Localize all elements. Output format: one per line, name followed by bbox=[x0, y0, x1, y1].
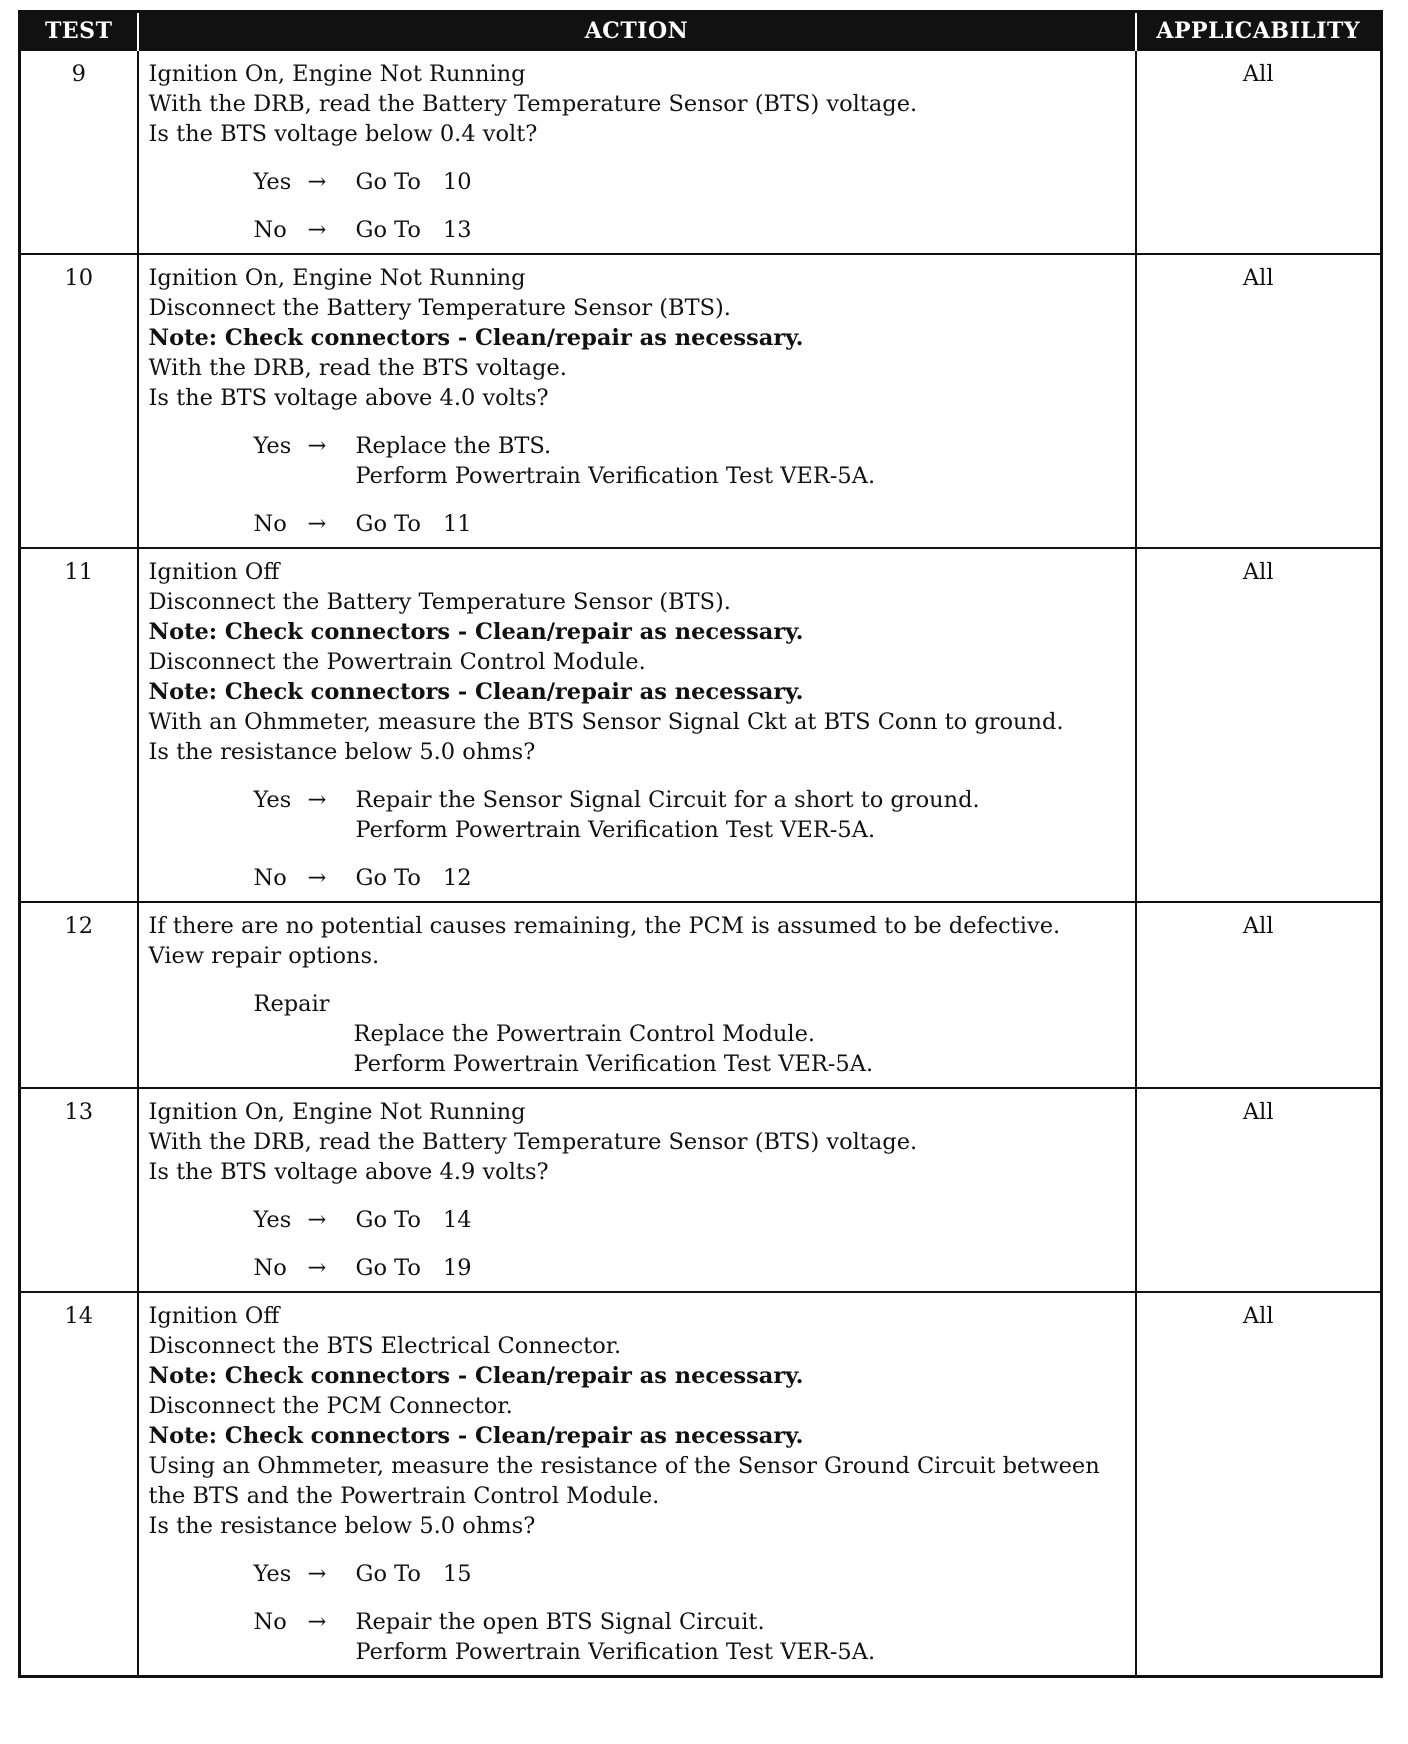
action-cell bbox=[138, 1088, 1136, 1292]
goto-instruction bbox=[356, 1205, 1125, 1235]
action-line: Is the BTS voltage below 0.4 volt? bbox=[148, 121, 538, 147]
note-line: Note: Check connectors - Clean/repair as necessary. bbox=[148, 1423, 804, 1449]
answer-list bbox=[149, 1205, 1125, 1283]
answer-no bbox=[254, 215, 1125, 245]
goto-label: Go To bbox=[355, 1207, 421, 1233]
action-line: Is the resistance below 5.0 ohms? bbox=[148, 1513, 536, 1539]
action-line: Disconnect the BTS Electrical Connector. bbox=[148, 1333, 622, 1359]
answer-text: Replace the BTS. bbox=[355, 433, 552, 459]
answer-label: Yes bbox=[253, 1561, 292, 1587]
answer-body bbox=[356, 431, 1125, 491]
action-line: If there are no potential causes remaining, the PCM is assumed to be defective. bbox=[148, 913, 1061, 939]
answer-label: No bbox=[253, 865, 287, 891]
goto-test-number: 10 bbox=[442, 169, 472, 195]
test-number: 9 bbox=[20, 50, 138, 254]
table-row bbox=[20, 902, 1382, 1088]
answer-yes bbox=[254, 785, 1125, 845]
arrow-icon: → bbox=[307, 1609, 327, 1635]
arrow-icon: → bbox=[307, 433, 327, 459]
answer-yes bbox=[254, 431, 1125, 491]
action-line: View repair options. bbox=[148, 943, 380, 969]
action-line: With the DRB, read the Battery Temperature Sensor (BTS) voltage. bbox=[148, 91, 918, 117]
goto-test-number: 12 bbox=[442, 865, 472, 891]
arrow-icon: → bbox=[307, 1255, 327, 1281]
applicability-value: All bbox=[1136, 254, 1382, 548]
answer-list bbox=[149, 431, 1125, 539]
action-line: Is the resistance below 5.0 ohms? bbox=[148, 739, 536, 765]
action-cell bbox=[138, 254, 1136, 548]
answer-list bbox=[149, 1559, 1125, 1667]
applicability-value: All bbox=[1136, 548, 1382, 902]
goto-label: Go To bbox=[355, 169, 421, 195]
goto-label: Go To bbox=[355, 865, 421, 891]
action-cell bbox=[138, 1292, 1136, 1677]
answer-body bbox=[356, 167, 1125, 197]
answer-no bbox=[254, 1607, 1125, 1667]
answer-list bbox=[149, 167, 1125, 245]
action-cell bbox=[138, 50, 1136, 254]
action-line: Is the BTS voltage above 4.0 volts? bbox=[148, 385, 549, 411]
action-line: Ignition Off bbox=[148, 559, 280, 585]
goto-instruction bbox=[356, 509, 1125, 539]
table-row bbox=[20, 1292, 1382, 1677]
action-cell bbox=[138, 902, 1136, 1088]
answer-no bbox=[254, 509, 1125, 539]
action-line: With the DRB, read the Battery Temperature Sensor (BTS) voltage. bbox=[148, 1129, 918, 1155]
test-number: 14 bbox=[20, 1292, 138, 1677]
action-line: Disconnect the Battery Temperature Sensor (BTS). bbox=[148, 295, 731, 321]
answer-body bbox=[356, 1559, 1125, 1589]
answer-label: Yes bbox=[253, 1207, 292, 1233]
answer-text: Perform Powertrain Verification Test VER-5A. bbox=[355, 463, 876, 489]
action-line: With the DRB, read the BTS voltage. bbox=[148, 355, 567, 381]
repair-item: Perform Powertrain Verification Test VER-5A. bbox=[353, 1051, 874, 1077]
goto-test-number: 14 bbox=[442, 1207, 472, 1233]
goto-instruction bbox=[356, 1253, 1125, 1283]
goto-label: Go To bbox=[355, 511, 421, 537]
action-line: With an Ohmmeter, measure the BTS Sensor Signal Ckt at BTS Conn to ground. bbox=[148, 709, 1064, 735]
table-row bbox=[20, 1088, 1382, 1292]
action-line: Is the BTS voltage above 4.9 volts? bbox=[148, 1159, 549, 1185]
applicability-value: All bbox=[1136, 50, 1382, 254]
action-line: Ignition Off bbox=[148, 1303, 280, 1329]
repair-items bbox=[354, 1019, 1125, 1079]
goto-test-number: 19 bbox=[442, 1255, 472, 1281]
arrow-icon: → bbox=[307, 1561, 327, 1587]
table-header bbox=[20, 12, 1382, 51]
answer-label: Yes bbox=[253, 787, 292, 813]
arrow-icon: → bbox=[307, 511, 327, 537]
answer-body bbox=[356, 785, 1125, 845]
arrow-icon: → bbox=[307, 865, 327, 891]
action-line: Ignition On, Engine Not Running bbox=[148, 1099, 526, 1125]
goto-instruction bbox=[356, 167, 1125, 197]
action-line: Ignition On, Engine Not Running bbox=[148, 265, 526, 291]
answer-list bbox=[149, 785, 1125, 893]
goto-test-number: 11 bbox=[442, 511, 472, 537]
answer-body bbox=[356, 1607, 1125, 1667]
answer-body bbox=[356, 1205, 1125, 1235]
answer-text: Perform Powertrain Verification Test VER-5A. bbox=[355, 1639, 876, 1665]
goto-test-number: 15 bbox=[442, 1561, 472, 1587]
answer-no bbox=[254, 863, 1125, 893]
goto-instruction bbox=[356, 215, 1125, 245]
answer-body bbox=[356, 1253, 1125, 1283]
answer-body bbox=[356, 863, 1125, 893]
answer-text: Repair the open BTS Signal Circuit. bbox=[355, 1609, 765, 1635]
goto-instruction bbox=[356, 863, 1125, 893]
arrow-icon: → bbox=[307, 169, 327, 195]
table-row bbox=[20, 548, 1382, 902]
table-row bbox=[20, 50, 1382, 254]
header-test: TEST bbox=[20, 12, 138, 51]
answer-yes bbox=[254, 1559, 1125, 1589]
note-line: Note: Check connectors - Clean/repair as necessary. bbox=[148, 619, 804, 645]
applicability-value: All bbox=[1136, 902, 1382, 1088]
arrow-icon: → bbox=[307, 787, 327, 813]
answer-label: No bbox=[253, 217, 287, 243]
test-number: 11 bbox=[20, 548, 138, 902]
header-action: ACTION bbox=[138, 12, 1136, 51]
repair-item: Replace the Powertrain Control Module. bbox=[353, 1021, 816, 1047]
answer-no bbox=[254, 1253, 1125, 1283]
action-cell bbox=[138, 548, 1136, 902]
test-number: 13 bbox=[20, 1088, 138, 1292]
answer-body bbox=[356, 215, 1125, 245]
action-line: Disconnect the Battery Temperature Sensor (BTS). bbox=[148, 589, 731, 615]
action-line: Using an Ohmmeter, measure the resistance of the Sensor Ground Circuit between bbox=[148, 1453, 1100, 1479]
answer-label: Yes bbox=[253, 169, 292, 195]
repair-options bbox=[254, 989, 1125, 1079]
action-line: the BTS and the Powertrain Control Module. bbox=[148, 1483, 660, 1509]
note-line: Note: Check connectors - Clean/repair as necessary. bbox=[148, 1363, 804, 1389]
goto-label: Go To bbox=[355, 217, 421, 243]
answer-label: No bbox=[253, 1255, 287, 1281]
arrow-icon: → bbox=[307, 1207, 327, 1233]
answer-label: No bbox=[253, 1609, 287, 1635]
answer-text: Perform Powertrain Verification Test VER-5A. bbox=[355, 817, 876, 843]
goto-instruction bbox=[356, 1559, 1125, 1589]
answer-body bbox=[356, 509, 1125, 539]
repair-label: Repair bbox=[253, 991, 330, 1017]
header-applicability: APPLICABILITY bbox=[1136, 12, 1382, 51]
action-line: Disconnect the PCM Connector. bbox=[148, 1393, 513, 1419]
answer-label: No bbox=[253, 511, 287, 537]
goto-test-number: 13 bbox=[442, 217, 472, 243]
goto-label: Go To bbox=[355, 1255, 421, 1281]
answer-text: Repair the Sensor Signal Circuit for a short to ground. bbox=[355, 787, 980, 813]
action-line: Ignition On, Engine Not Running bbox=[148, 61, 526, 87]
applicability-value: All bbox=[1136, 1292, 1382, 1677]
test-number: 10 bbox=[20, 254, 138, 548]
answer-yes bbox=[254, 167, 1125, 197]
table-body bbox=[20, 50, 1382, 1677]
arrow-icon: → bbox=[307, 217, 327, 243]
action-line: Disconnect the Powertrain Control Module. bbox=[148, 649, 646, 675]
applicability-value: All bbox=[1136, 1088, 1382, 1292]
answer-yes bbox=[254, 1205, 1125, 1235]
goto-label: Go To bbox=[355, 1561, 421, 1587]
answer-label: Yes bbox=[253, 433, 292, 459]
table-row bbox=[20, 254, 1382, 548]
test-number: 12 bbox=[20, 902, 138, 1088]
note-line: Note: Check connectors - Clean/repair as necessary. bbox=[148, 679, 804, 705]
note-line: Note: Check connectors - Clean/repair as necessary. bbox=[148, 325, 804, 351]
diagnostic-table bbox=[18, 10, 1383, 1678]
